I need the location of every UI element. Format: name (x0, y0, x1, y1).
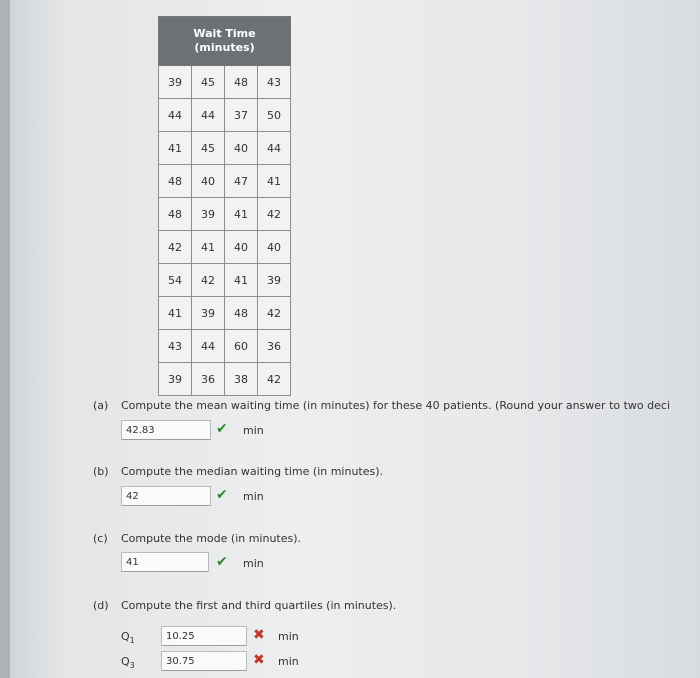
table-row (159, 231, 291, 264)
table-cell: 39 (258, 264, 291, 297)
table-cell: 48 (225, 297, 258, 330)
table-cell: 39 (192, 297, 225, 330)
table-cell: 36 (258, 330, 291, 363)
q1-label (121, 630, 135, 645)
table-cell: 40 (192, 165, 225, 198)
table-row (159, 330, 291, 363)
table-cell: 48 (159, 198, 192, 231)
table-cell: 48 (225, 66, 258, 99)
question-c-letter: (c) (93, 532, 108, 545)
table-cell: 39 (159, 66, 192, 99)
table-row (159, 165, 291, 198)
q3-label-sub: 3 (129, 661, 135, 671)
table-cell: 60 (225, 330, 258, 363)
table-cell: 44 (258, 132, 291, 165)
table-cell: 41 (159, 132, 192, 165)
question-d-letter: (d) (93, 599, 109, 612)
table-cell: 43 (258, 66, 291, 99)
wait-time-table (158, 16, 291, 396)
table-cell: 45 (192, 132, 225, 165)
table-cell: 42 (258, 198, 291, 231)
table-cell: 50 (258, 99, 291, 132)
table-row (159, 99, 291, 132)
x-icon: ✖ (253, 627, 265, 643)
check-icon: ✔ (216, 421, 228, 437)
table-cell: 36 (192, 363, 225, 396)
question-b-letter: (b) (93, 465, 109, 478)
q1-label-sub: 1 (129, 636, 135, 646)
median-unit: min (243, 490, 264, 503)
q3-answer-input[interactable]: 30.75 (161, 651, 247, 671)
question-a-letter: (a) (93, 399, 109, 412)
header-line-2: (minutes) (194, 41, 255, 54)
table-row (159, 264, 291, 297)
table-row (159, 132, 291, 165)
mean-answer-input[interactable]: 42.83 (121, 420, 211, 440)
mean-unit: min (243, 424, 264, 437)
table-cell: 48 (159, 165, 192, 198)
q3-unit: min (278, 655, 299, 668)
table-cell: 41 (192, 231, 225, 264)
table-cell: 39 (192, 198, 225, 231)
table-cell: 39 (159, 363, 192, 396)
table-cell: 40 (258, 231, 291, 264)
table-row (159, 297, 291, 330)
table-cell: 42 (258, 363, 291, 396)
table-row (159, 66, 291, 99)
table-cell: 44 (159, 99, 192, 132)
table-cell: 45 (192, 66, 225, 99)
table-cell: 40 (225, 132, 258, 165)
table-body (159, 66, 291, 396)
table-cell: 41 (225, 198, 258, 231)
question-d-text: Compute the first and third quartiles (in minutes). (121, 599, 397, 612)
table-cell: 47 (225, 165, 258, 198)
q3-label (121, 655, 135, 670)
left-edge (0, 0, 10, 678)
check-icon: ✔ (216, 487, 228, 503)
question-b-text: Compute the median waiting time (in minutes). (121, 465, 384, 478)
x-icon: ✖ (253, 652, 265, 668)
table-cell: 41 (258, 165, 291, 198)
table-cell: 40 (225, 231, 258, 264)
mode-unit: min (243, 557, 264, 570)
table-cell: 42 (258, 297, 291, 330)
table-cell: 37 (225, 99, 258, 132)
question-a-text: Compute the mean waiting time (in minutes) for these 40 patients. (Round your answer to two deci (121, 399, 671, 412)
table-cell: 42 (159, 231, 192, 264)
table-row (159, 363, 291, 396)
table-row (159, 198, 291, 231)
table-cell: 41 (225, 264, 258, 297)
question-c-text: Compute the mode (in minutes). (121, 532, 302, 545)
table-cell: 41 (159, 297, 192, 330)
q1-answer-input[interactable]: 10.25 (161, 626, 247, 646)
table-cell: 44 (192, 330, 225, 363)
table-header (159, 17, 291, 66)
q1-label-letter: Q (121, 630, 130, 643)
table-cell: 38 (225, 363, 258, 396)
header-line-1: Wait Time (193, 27, 256, 40)
table-cell: 43 (159, 330, 192, 363)
check-icon: ✔ (216, 554, 228, 570)
q1-unit: min (278, 630, 299, 643)
table-cell: 54 (159, 264, 192, 297)
q3-label-letter: Q (121, 655, 130, 668)
median-answer-input[interactable]: 42 (121, 486, 211, 506)
mode-answer-input[interactable]: 41 (121, 552, 209, 572)
table-cell: 44 (192, 99, 225, 132)
table-cell: 42 (192, 264, 225, 297)
